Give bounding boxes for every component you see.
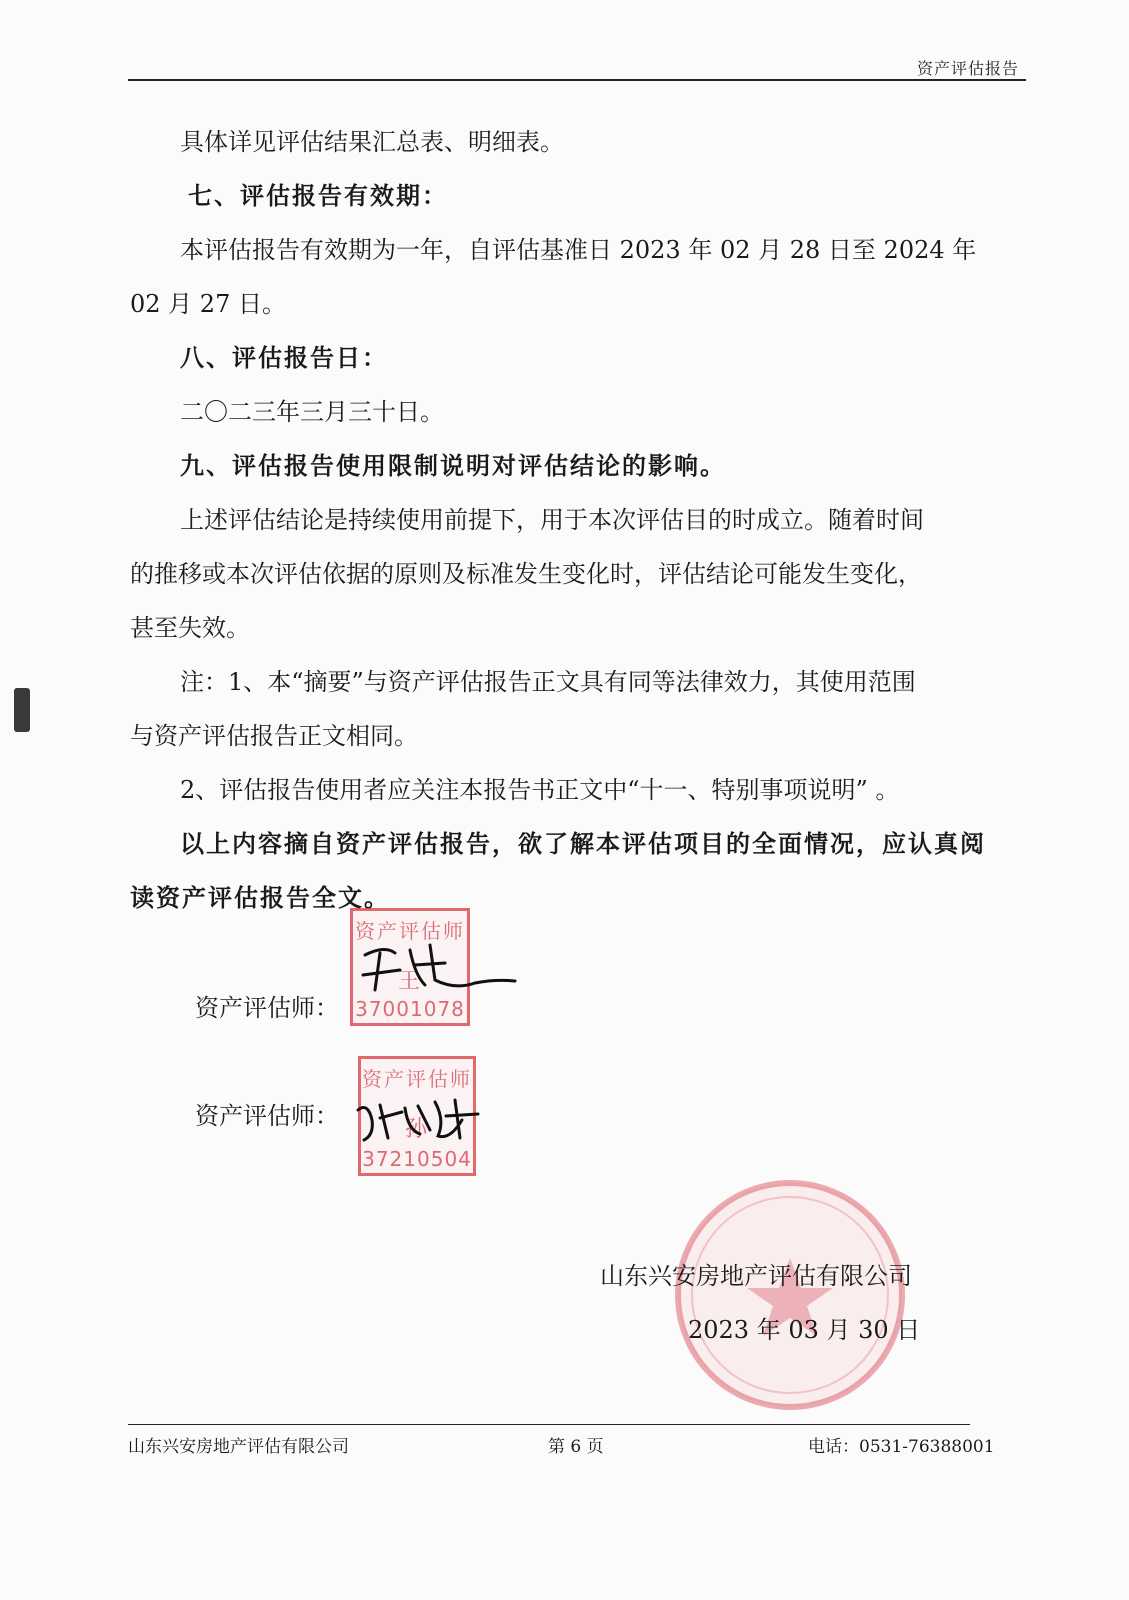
stamp-1-name: 王	[397, 969, 422, 994]
paragraph-summary-ref: 具体详见评估结果汇总表、明细表。	[180, 128, 564, 156]
closing-line-1: 以上内容摘自资产评估报告，欲了解本评估项目的全面情况，应认真阅	[180, 829, 986, 858]
heading-section-9: 九、评估报告使用限制说明对评估结论的影响。	[180, 451, 726, 480]
heading-section-7: 七、评估报告有效期：	[188, 181, 448, 210]
paragraph-limit-2: 的推移或本次评估依据的原则及标准发生变化时，评估结论可能发生变化，	[130, 560, 922, 588]
header-title: 资产评估报告	[916, 59, 1019, 78]
note-2: 2、评估报告使用者应关注本报告书正文中“十一、特别事项说明” 。	[180, 776, 900, 804]
heading-section-8: 八、评估报告日：	[180, 343, 388, 372]
stamp-1-title: 资产评估师	[355, 919, 465, 943]
footer-rule	[128, 1424, 970, 1425]
note-1-line-1: 注：1、本“摘要”与资产评估报告正文具有同等法律效力，其使用范围	[180, 668, 916, 696]
appraiser-label-2: 资产评估师：	[195, 1102, 339, 1130]
stamp-2-name: 孙	[404, 1117, 429, 1142]
company-seal	[650, 1170, 930, 1430]
paragraph-limit-1: 上述评估结论是持续使用前提下，用于本次评估目的时成立。随着时间	[180, 506, 924, 534]
footer-company: 山东兴安房地产评估有限公司	[128, 1437, 349, 1457]
binding-mark	[14, 688, 30, 732]
paragraph-validity-2: 02 月 27 日。	[130, 290, 286, 318]
paragraph-report-date: 二〇二三年三月三十日。	[180, 398, 444, 426]
footer-page-number: 第 6 页	[548, 1437, 604, 1457]
stamp-2-title: 资产评估师	[362, 1067, 472, 1091]
note-1-line-2: 与资产评估报告正文相同。	[130, 722, 418, 750]
footer-phone: 电话：0531-76388001	[808, 1437, 995, 1457]
header-rule	[128, 79, 1026, 81]
stamp-1-number: 37001078	[355, 997, 465, 1021]
appraiser-stamp-2	[358, 1056, 476, 1176]
stamp-2-number: 37210504	[362, 1147, 472, 1171]
company-name: 山东兴安房地产评估有限公司	[600, 1262, 912, 1290]
appraiser-label-1: 资产评估师：	[195, 994, 339, 1022]
paragraph-validity-1: 本评估报告有效期为一年，自评估基准日 2023 年 02 月 28 日至 2024 年	[180, 236, 977, 264]
closing-line-2: 读资产评估报告全文。	[130, 883, 390, 912]
company-date: 2023 年 03 月 30 日	[688, 1316, 921, 1344]
paragraph-limit-3: 甚至失效。	[130, 614, 250, 642]
appraiser-stamp-1	[350, 908, 470, 1026]
